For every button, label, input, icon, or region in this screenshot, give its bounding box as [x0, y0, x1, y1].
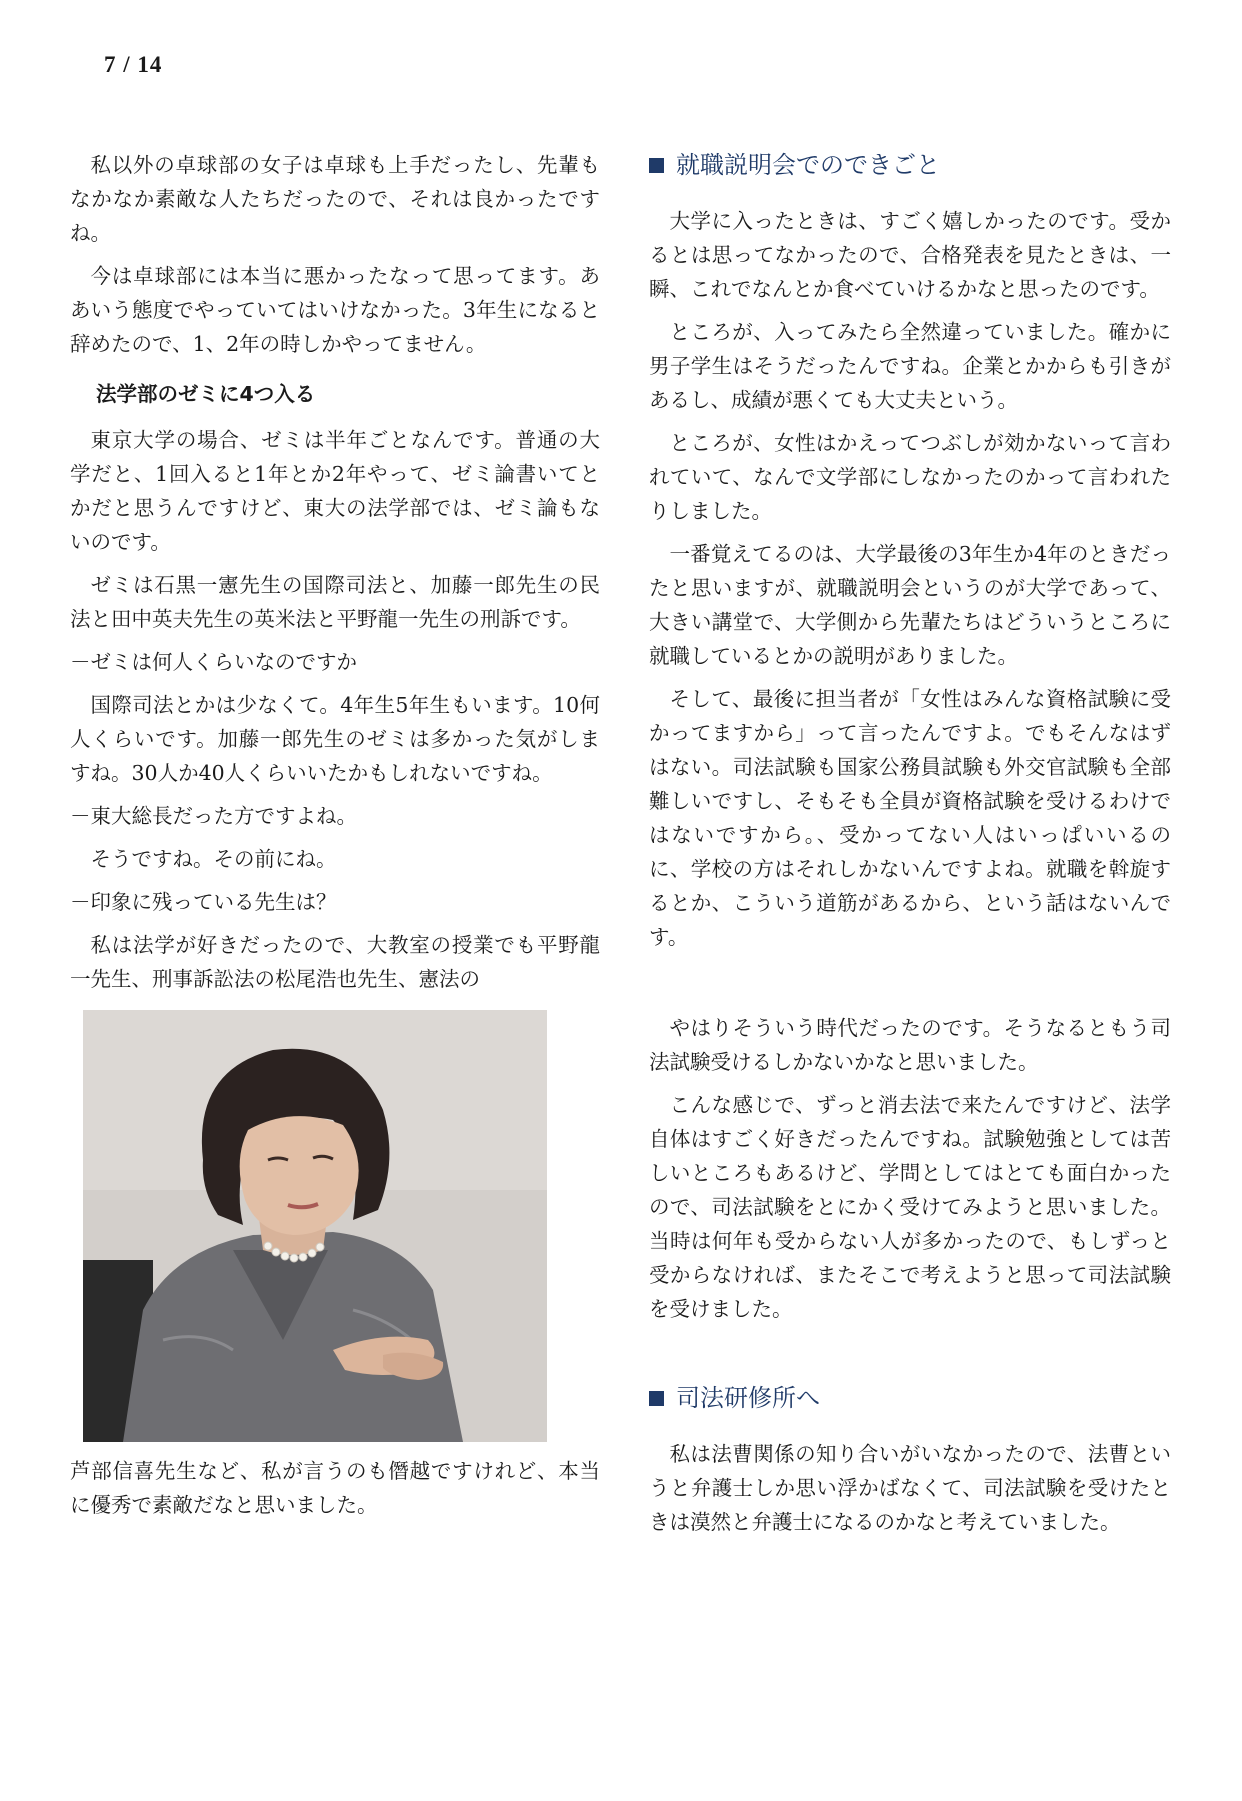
- square-bullet-icon: [649, 1391, 664, 1406]
- paragraph: 私は法学が好きだったので、大教室の授業でも平野龍一先生、刑事訴訟法の松尾浩也先生、憲法の: [70, 933, 600, 991]
- paragraph: 私以外の卓球部の女子は卓球も上手だったし、先輩もなかなか素敵な人たちだったので、それは良かったですね。: [70, 153, 600, 245]
- portrait-illustration: [83, 1010, 547, 1442]
- paragraph: ゼミは石黒一憲先生の国際司法と、加藤一郎先生の民法と田中英夫先生の英米法と平野龍一先生の刑訴です。: [70, 573, 600, 631]
- paragraph: 大学に入ったときは、すごく嬉しかったのです。受かるとは思ってなかったので、合格発表を見たときは、一瞬、これでなんとか食べていけるかなと思ったのです。: [649, 209, 1171, 301]
- spacer: [649, 1335, 1171, 1381]
- paragraph: 芦部信喜先生など、私が言うのも僭越ですけれど、本当に優秀で素敵だなと思いました。: [70, 1459, 600, 1517]
- paragraph: 私は法曹関係の知り合いがいなかったので、法曹というと弁護士しか思い浮かばなくて、司法試験を受けたときは漠然と弁護士になるのかなと考えていました。: [649, 1442, 1171, 1534]
- interview-question: －印象に残っている先生は？: [70, 890, 337, 914]
- square-bullet-icon: [649, 158, 664, 173]
- left-column: [70, 148, 600, 1531]
- paragraph: 今は卓球部には本当に悪かったなって思ってます。ああいう態度でやっていてはいけなかった。3年生になると辞めたので、1、2年の時しかやってません。: [70, 264, 600, 356]
- paragraph: 一番覚えてるのは、大学最後の3年生か4年のときだったと思いますが、就職説明会というのが大学であって、大きい講堂で、大学側から先輩たちはどういうところに就職しているとかの説明がありました。: [649, 542, 1171, 668]
- paragraph: 国際司法とかは少なくて。4年生5年生もいます。10何人くらいです。加藤一郎先生のゼミは多かった気がしますね。30人か40人くらいいたかもしれないですね。: [70, 693, 600, 785]
- paragraph: ところが、女性はかえってつぶしが効かないって言われていて、なんで文学部にしなかったのかって言われたりしました。: [649, 431, 1171, 523]
- paragraph: ところが、入ってみたら全然違っていました。確かに男子学生はそうだったんですね。企業とかからも引きがあるし、成績が悪くても大丈夫という。: [649, 320, 1171, 412]
- interview-question: －東大総長だった方ですよね。: [70, 804, 357, 828]
- section-heading-label: 就職説明会でのできごと: [676, 151, 940, 179]
- paragraph: そして、最後に担当者が「女性はみんな資格試験に受かってますから」って言ったんですよ。でもそんなはずはない。司法試験も国家公務員試験も外交官試験も全部難しいですし、そもそも全員が資格試験を受けるわけではないですから。、受かってない人はいっぱいいるのに、学校の方はそれしかないんですよね。就職を斡旋するとか、こういう道筋があるから、という話はないんです。: [649, 687, 1171, 949]
- right-column: [649, 148, 1171, 1548]
- paragraph: やはりそういう時代だったのです。そうなるともう司法試験受けるしかないかなと思いました。: [649, 1016, 1171, 1074]
- section-heading-label: 司法研修所へ: [676, 1384, 820, 1412]
- page-number: 7 / 14: [104, 52, 163, 77]
- paragraph: こんな感じで、ずっと消去法で来たんですけど、法学自体はすごく好きだったんですね。試験勉強としては苦しいところもあるけど、学問としてはとても面白かったので、司法試験をとにかく受けてみようと思いました。当時は何年も受からない人が多かったので、もしずっと受からなければ、またそこで考えようと思って司法試験を受けました。: [649, 1093, 1171, 1321]
- paragraph: 東京大学の場合、ゼミは半年ごとなんです。普通の大学だと、1回入ると1年とか2年やって、ゼミ論書いてとかだと思うんですけど、東大の法学部では、ゼミ論もないのです。: [70, 428, 600, 554]
- interview-question: －ゼミは何人くらいなのですか: [70, 650, 357, 674]
- section-heading: [649, 1381, 1171, 1415]
- paragraph: そうですね。その前にね。: [90, 847, 337, 871]
- spacer: [649, 963, 1171, 1011]
- section-heading: [649, 148, 1171, 182]
- interview-photo: [83, 1010, 547, 1442]
- subsection-heading: 法学部のゼミに4つ入る: [96, 382, 316, 406]
